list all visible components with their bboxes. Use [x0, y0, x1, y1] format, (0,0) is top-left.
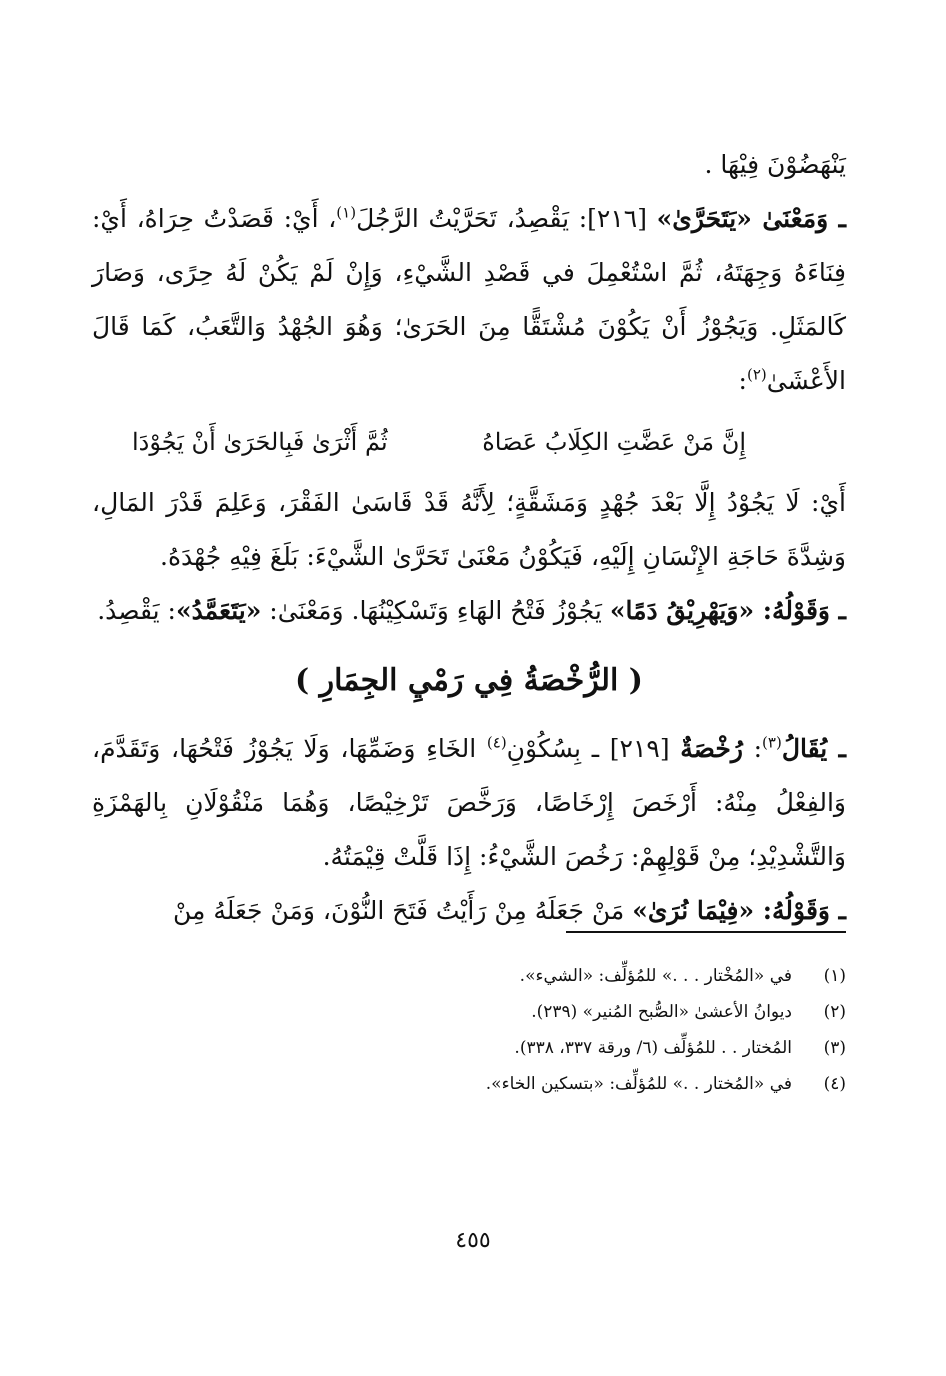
footnote-item [146, 1030, 846, 1066]
footnote-ref-2[interactable]: (٢) [746, 365, 767, 384]
paragraph-text: : [742, 734, 763, 763]
footnote-number: (٣) [823, 1038, 846, 1058]
paragraph-explanation [92, 476, 846, 584]
paragraph-lead: ـ يُقَالُ [781, 734, 847, 763]
footnote-item [146, 1066, 846, 1102]
verse-second-hemistich: ثُمَّ أَثْرَىٰ فَبِالحَرَىٰ أَنْ يَجُوْدَا [132, 428, 388, 456]
poetry-verse [132, 408, 746, 476]
footnote-item [146, 958, 846, 994]
paragraph-text: أَيْ: لَا يَجُوْدُ إِلَّا بَعْدَ جُهْدٍ وَمَشَقَّةٍ؛ لِأَنَّهُ قَدْ قَاسَىٰ الفَقْرَ، وَعَلِمَ قَدْرَ المَالِ، وَشِدَّةَ حَاجَةِ الإِنْسَانِ إِلَيْهِ، فَيَكُوْنُ مَعْنَىٰ تَحَرَّىٰ الشَّيْءَ: بَلَغَ فِيْهِ جُهْدَهُ. [92, 488, 846, 571]
paragraph-text: : يَقْصِدُ. [97, 596, 176, 625]
intro-line-text: يَنْهَضُوْنَ فِيْهَا . [704, 150, 846, 179]
footnote-number: (١) [823, 966, 846, 986]
footnote-divider [566, 931, 846, 933]
footnote-ref-3[interactable]: (٣) [762, 733, 782, 752]
footnote-text: المُختار . . للمُؤلِّف (٦/ ورقة ٣٣٧، ٣٣٨). [514, 1038, 792, 1058]
footnote-number: (٤) [823, 1074, 846, 1094]
paragraph-yatahara [92, 192, 846, 408]
footnotes [146, 958, 846, 1102]
section-heading: ( الرُّخْصَةُ فِي رَمْيِ الجِمَارِ ) [294, 663, 643, 698]
paragraph-fima-nara [92, 884, 846, 938]
paragraph-lead: ـ وَقَوْلُهُ: «وَيَهْرِيْقُ دَمًا» [609, 596, 846, 625]
paragraph-text: يَجُوْزُ فَتْحُ الهَاءِ وَتَسْكِيْنُهَا. وَمَعْنَىٰ: [261, 596, 610, 625]
paragraph-text: الخَاءِ وَضَمِّهَا، وَلَا يَجُوْزُ فَتْحُهَا، وَتَقَدَّمَ، وَالفِعْلُ مِنْهُ: أَرْخَصَ إِرْخَاصًا، وَرَخَّصَ تَرْخِيْصًا، وَهُمَا مَنْقُوْلَانِ بِالهَمْزَةِ وَالتَّشْدِيْدِ؛ مِنْ قَوْلِهِمْ: رَخُصَ الشَّيْءُ: إِذَا قَلَّتْ قِيْمَتُهُ. [92, 734, 846, 871]
paragraph-text: ، أَيْ: قَصَدْتُ حِرَاهُ، أَيْ: فِنَاءَهُ وَجِهَتَهُ، ثُمَّ اسْتُعْمِلَ في قَصْدِ الشَّيْءِ، وَإِنْ لَمْ يَكُنْ لَهُ حِرًى، وَصَارَ كَالمَثَلِ. وَيَجُوْزُ أَنْ يَكُوْنَ مُشْتَقًّا مِنَ الحَرَىٰ؛ وَهُوَ الجُهْدُ وَالتَّعَبُ، كَمَا قَالَ الأَعْشَىٰ [92, 204, 846, 395]
paragraph-lead: «يَتَعَمَّدُ» [175, 596, 262, 625]
paragraph-yahriq [92, 584, 846, 638]
verse-first-hemistich: إِنَّ مَنْ عَضَّتِ الكِلَابُ عَصَاهُ [482, 428, 746, 456]
footnote-text: ديوانُ الأعشىٰ «الصُّبح المُنير» (٢٣٩). [531, 1002, 792, 1022]
footnote-text: في «المُخْتار . . .» للمُؤلِّف: «الشيء». [519, 966, 792, 986]
paragraph-text: : [738, 366, 747, 395]
footnote-item [146, 994, 846, 1030]
paragraph-text: مَنْ جَعَلَهُ مِنْ رَأَيْتُ فَتَحَ النُّوْنَ، وَمَنْ جَعَلَهُ مِنْ [172, 896, 633, 925]
main-text [92, 138, 846, 938]
footnote-ref-4[interactable]: (٤) [486, 733, 507, 752]
paragraph-rukhsa [92, 722, 846, 884]
intro-line [92, 138, 846, 192]
footnote-ref-1[interactable]: (١) [336, 203, 357, 222]
paragraph-lead: رُخْصَةٌ [680, 734, 743, 763]
footnote-number: (٢) [823, 1002, 846, 1022]
paragraph-text: [٢١٦]: يَقْصِدُ، تَحَرَّيْتُ الرَّجُلَ [356, 204, 657, 233]
paragraph-lead: ـ وَمَعْنَىٰ «يَتَحَرَّىٰ» [656, 204, 846, 233]
footnote-text: في «المُختار . .» للمُؤلِّف: «بتسكين الخاء». [485, 1074, 792, 1094]
page-number: ٤٥٥ [455, 1228, 491, 1253]
paragraph-lead: ـ وَقَوْلُهُ: «فِيْمَا نُرَىٰ» [632, 896, 846, 925]
paragraph-text: [٢١٩] ـ بِسُكُوْنِ [506, 734, 681, 763]
